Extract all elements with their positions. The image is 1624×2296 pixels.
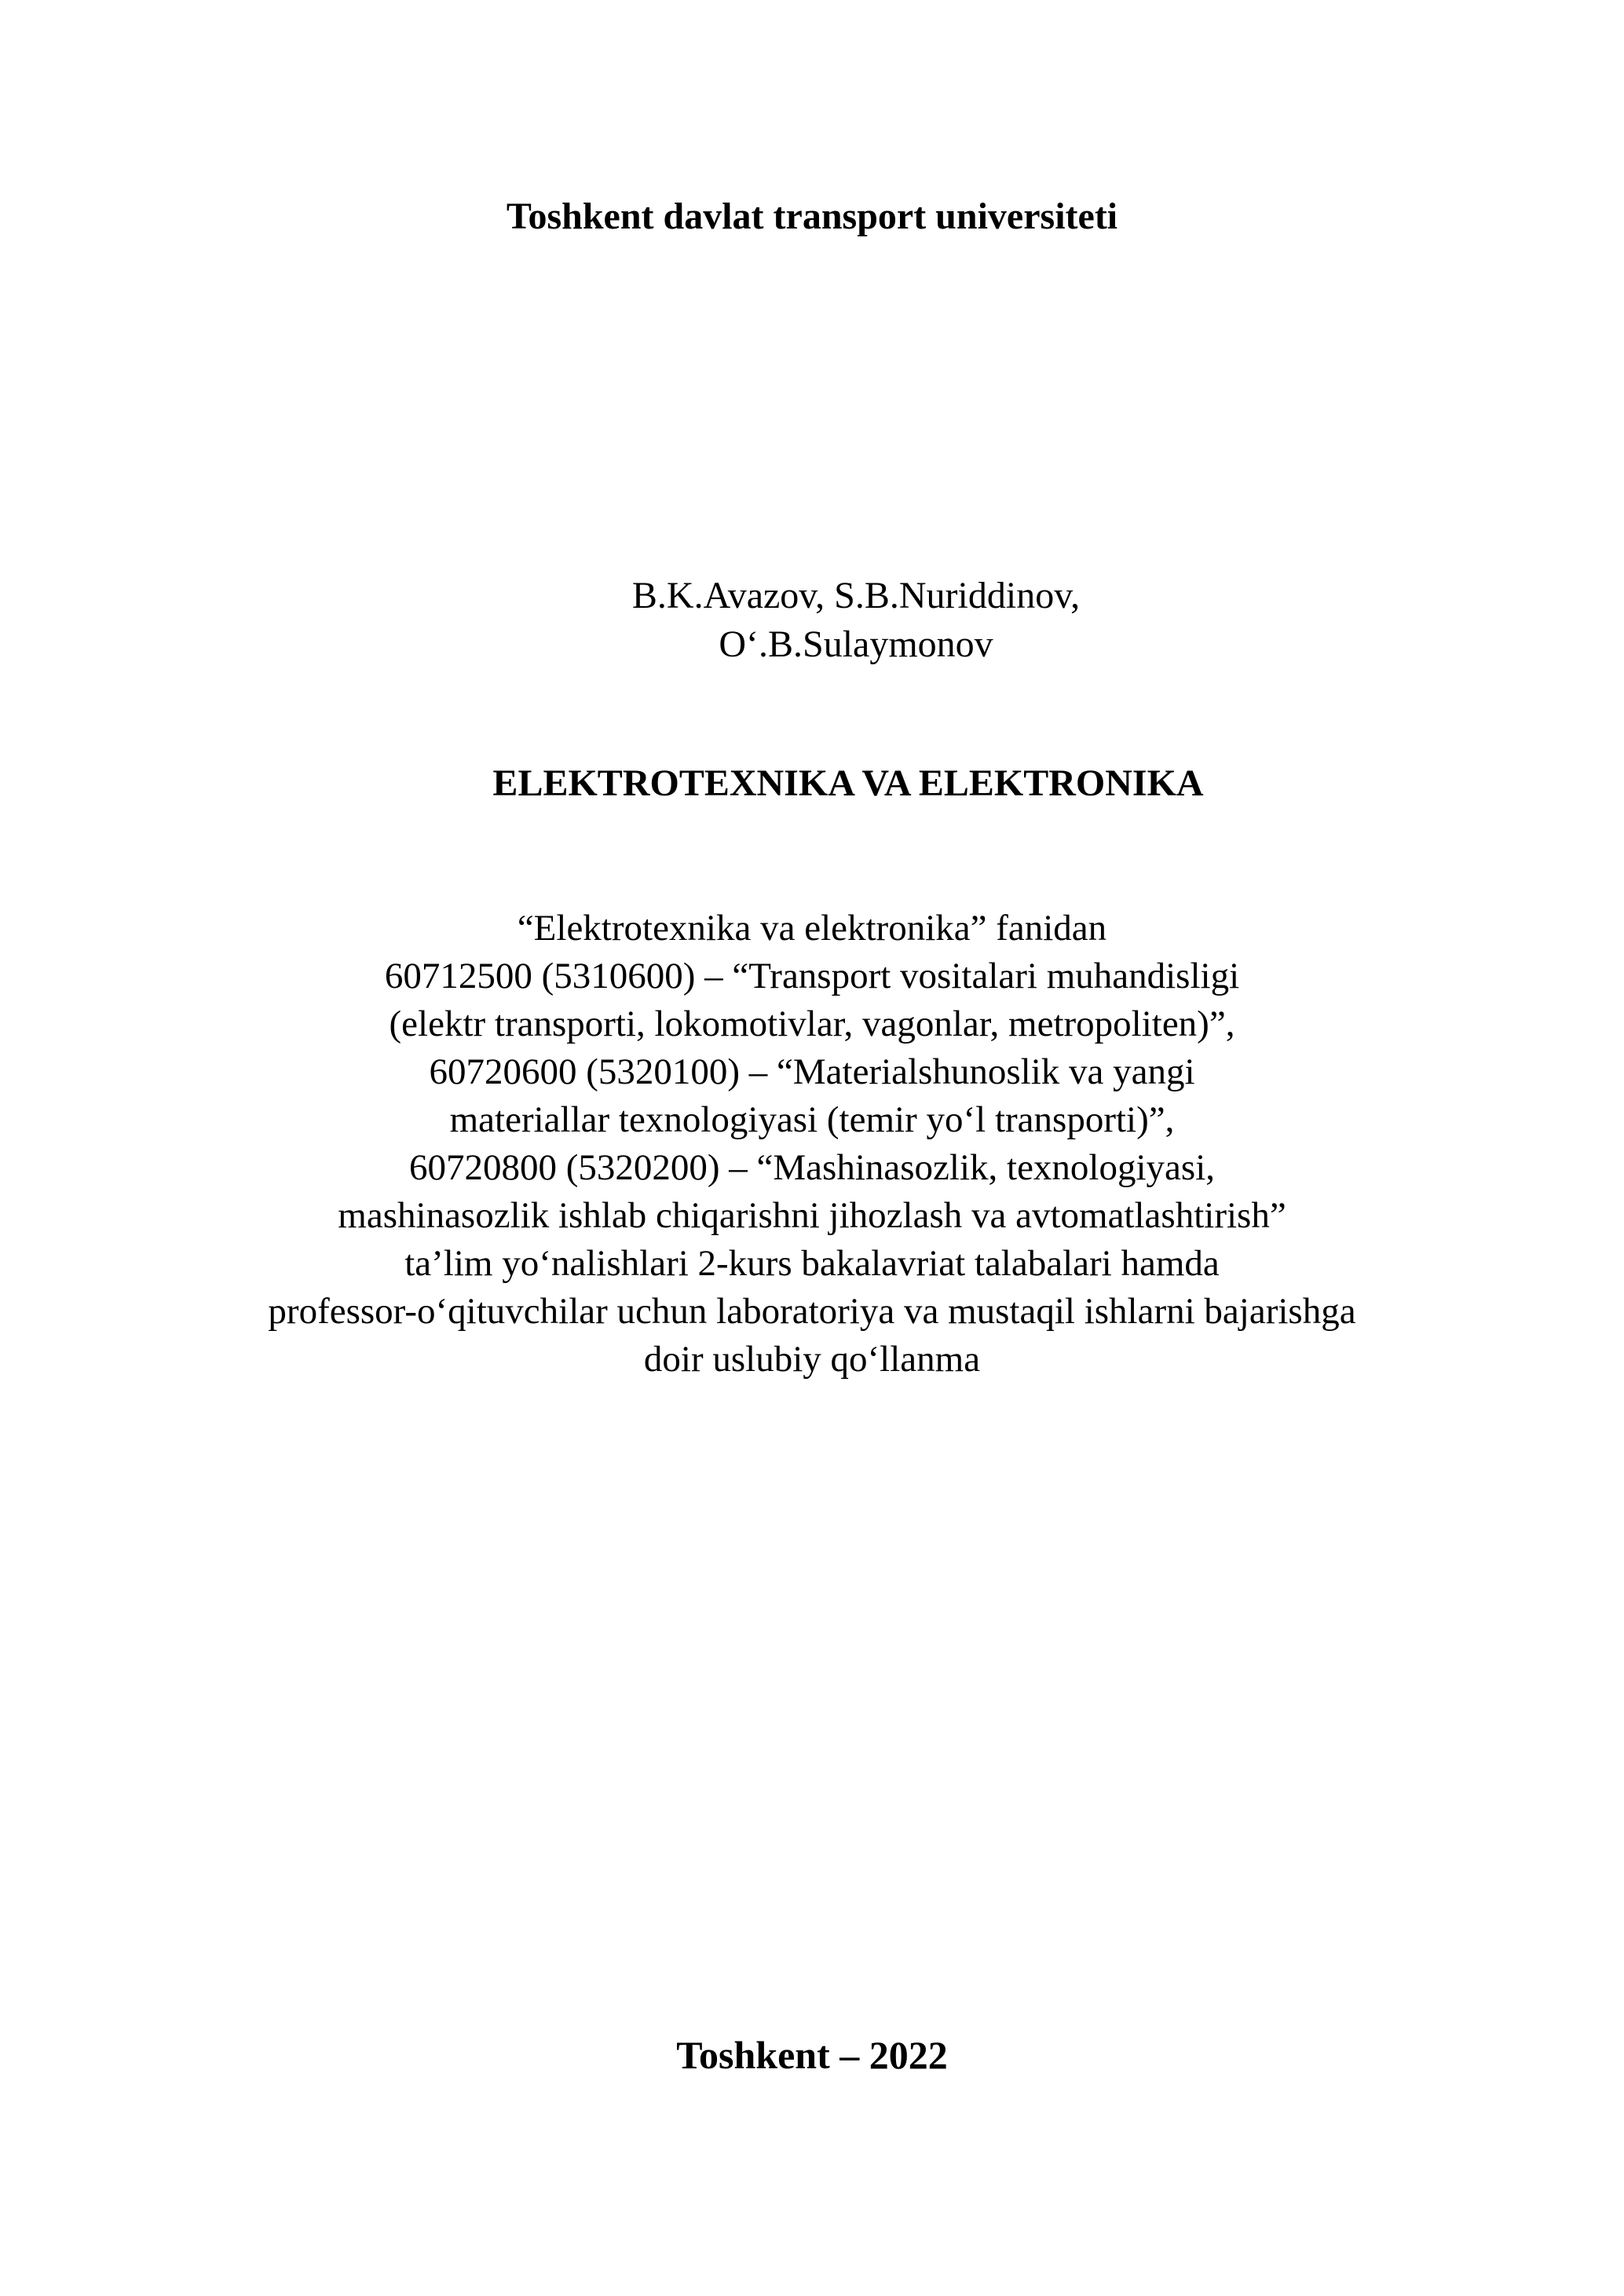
description-line: (elektr transporti, lokomotivlar, vagonlar, metropoliten)”, [389, 1004, 1235, 1044]
authors-line-2: O‘.B.Sulaymonov [719, 623, 993, 665]
description-line: 60720800 (5320200) – “Mashinasozlik, texnologiyasi, [408, 1147, 1216, 1188]
document-title: ELEKTROTEXNIKA VA ELEKTRONIKA [492, 762, 1204, 804]
description-line: 60720600 (5320100) – “Materialshunoslik va yangi [429, 1051, 1195, 1092]
university-name: Toshkent davlat transport universiteti [506, 196, 1118, 237]
authors-block [565, 572, 1147, 669]
description-line: mashinasozlik ishlab chiqarishni jihozlash va avtomatlashtirish” [338, 1195, 1286, 1236]
place-and-year: Toshkent – 2022 [676, 2033, 948, 2077]
description-line: 60712500 (5310600) – “Transport vositalari muhandisligi [384, 956, 1240, 996]
description-line: ta’lim yo‘nalishlari 2-kurs bakalavriat talabalari hamda [404, 1243, 1220, 1284]
description-block [0, 905, 1624, 1384]
authors-line-1: B.K.Avazov, S.B.Nuriddinov, [631, 575, 1081, 616]
description-line: professor-o‘qituvchilar uchun laboratoriya va mustaqil ishlarni bajarishga [268, 1291, 1356, 1332]
description-line: materiallar texnologiyasi (temir yo‘l transporti)”, [449, 1099, 1175, 1140]
description-line: “Elektrotexnika va elektronika” fanidan [517, 908, 1107, 949]
description-line: doir uslubiy qo‘llanma [643, 1339, 981, 1380]
